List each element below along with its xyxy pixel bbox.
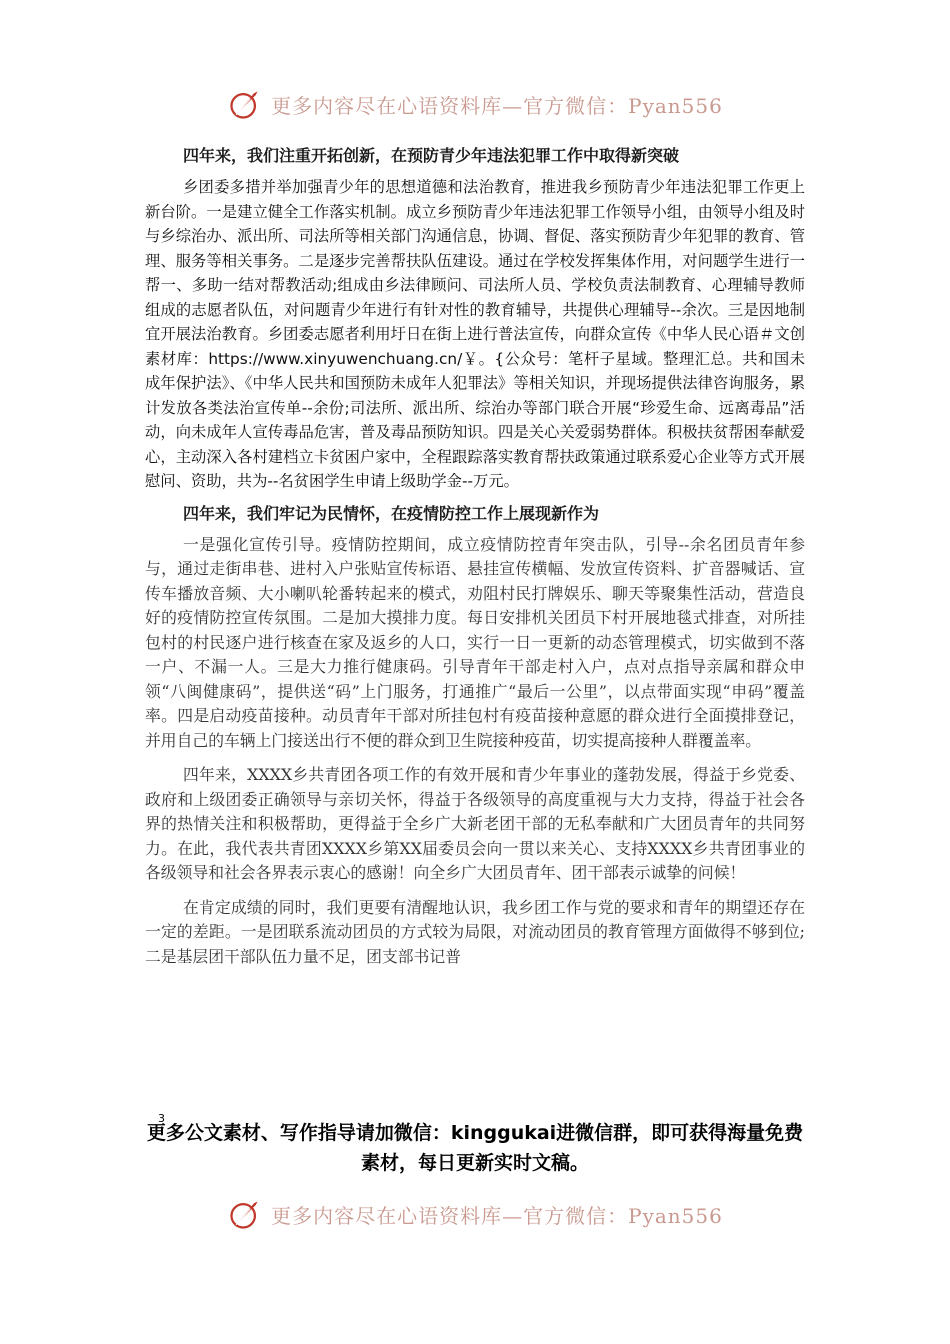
quill-logo-icon [227,86,263,122]
promo-footer-note: 更多公文素材、写作指导请加微信：kinggukai进微信群，即可获得海量免费素材，每日更新实时文稿。 [146,1122,804,1174]
banner-text: 更多内容尽在心语资料库—官方微信：Pyan556 [271,93,723,118]
paragraph-prevention: 乡团委多措并举加强青少年的思想道德和法治教育，推进我乡预防青少年违法犯罪工作更上新台阶。一是建立健全工作落实机制。成立乡预防青少年违法犯罪工作领导小组，由领导小组及时与乡综治办、派出所、司法所等相关部门沟通信息，协调、督促、落实预防青少年犯罪的教育、管理、服务等相关事务。二是逐步完善帮扶队伍建设。通过在学校发挥集体作用，对问题学生进行一帮一、多助一结对帮教活动;组成由乡法律顾问、司法所人员、学校负责法制教育、心理辅导教师组成的志愿者队伍，对问题青少年进行有针对性的教育辅导，共提供心理辅导--余次。三是因地制宜开展法治教育。乡团委志愿者利用圩日在街上进行普法宣传，向群众宣传《中华人民心语＃文创素材库：https://www.xinyuwenchuang.cn/￥。{公众号：笔杆子星域。整理汇总。共和国未成年保护法》、《中华人民共和国预防未成年人犯罪法》等相关知识，并现场提供法律咨询服务，累计发放各类法治宣传单--余份;司法所、派出所、综治办等部门联合开展“珍爱生命、远离毒品”活动，向未成年人宣传毒品危害，普及毒品预防知识。四是关心关爱弱势群体。积极扶贫帮困奉献爱心，主动深入各村建档立卡贫困户家中，全程跟踪落实教育帮扶政策通过联系爱心企业等方式开展慰问、资助，共为--名贫困学生申请上级助学金--万元。 [145,178,805,490]
page-number: 3 [158,1112,165,1125]
header-banner [0,84,950,124]
section-heading-prevention: 四年来，我们注重开拓创新，在预防青少年违法犯罪工作中取得新突破 [183,146,680,165]
section-heading-epidemic: 四年来，我们牢记为民情怀，在疫情防控工作上展现新作为 [183,503,600,523]
quill-logo-icon [227,1196,263,1232]
banner-text: 更多内容尽在心语资料库—官方微信：Pyan556 [271,1203,723,1228]
paragraph-shortcomings: 在肯定成绩的同时，我们更要有清醒地认识，我乡团工作与党的要求和青年的期望还存在一定的差距。一是团联系流动团员的方式较为局限，对流动团员的教育管理方面做得不够到位;二是基层团干部队伍力量不足，团支部书记普 [145,897,805,966]
paragraph-gratitude: 四年来，XXXX乡共青团各项工作的有效开展和青少年事业的蓬勃发展，得益于乡党委、政府和上级团委正确领导与亲切关怀，得益于各级领导的高度重视与大力支持，得益于社会各界的热情关注和积极帮助，更得益于全乡广大新老团干部的无私奉献和广大团员青年的共同努力。在此，我代表共青团XXXX乡第XX届委员会向一贯以来关心、支持XXXX乡共青团事业的各级领导和社会各界表示衷心的感谢！向全乡广大团员青年、团干部表示诚挚的问候！ [145,765,805,882]
document-body [145,142,805,979]
paragraph-epidemic: 一是强化宣传引导。疫情防控期间，成立疫情防控青年突击队，引导--余名团员青年参与，通过走街串巷、进村入户张贴宣传标语、悬挂宣传横幅、发放宣传资料、扩音器喊话、宣传车播放音频、大小喇叭轮番转起来的模式，劝阻村民打牌娱乐、聊天等聚集性活动，营造良好的疫情防控宣传氛围。二是加大摸排力度。每日安排机关团员下村开展地毯式排查，对所挂包村的村民逐户进行核查在家及返乡的人口，实行一日一更新的动态管理模式，切实做到不落一户、不漏一人。三是大力推行健康码。引导青年干部走村入户，点对点指导亲属和群众申领“八闽健康码”，提供送“码”上门服务，打通推广“最后一公里”，以点带面实现“申码”覆盖率。四是启动疫苗接种。动员青年干部对所挂包村有疫苗接种意愿的群众进行全面摸排登记，并用自己的车辆上门接送出行不便的群众到卫生院接种疫苗，切实提高接种人群覆盖率。 [145,534,805,750]
footer-banner [0,1194,950,1234]
